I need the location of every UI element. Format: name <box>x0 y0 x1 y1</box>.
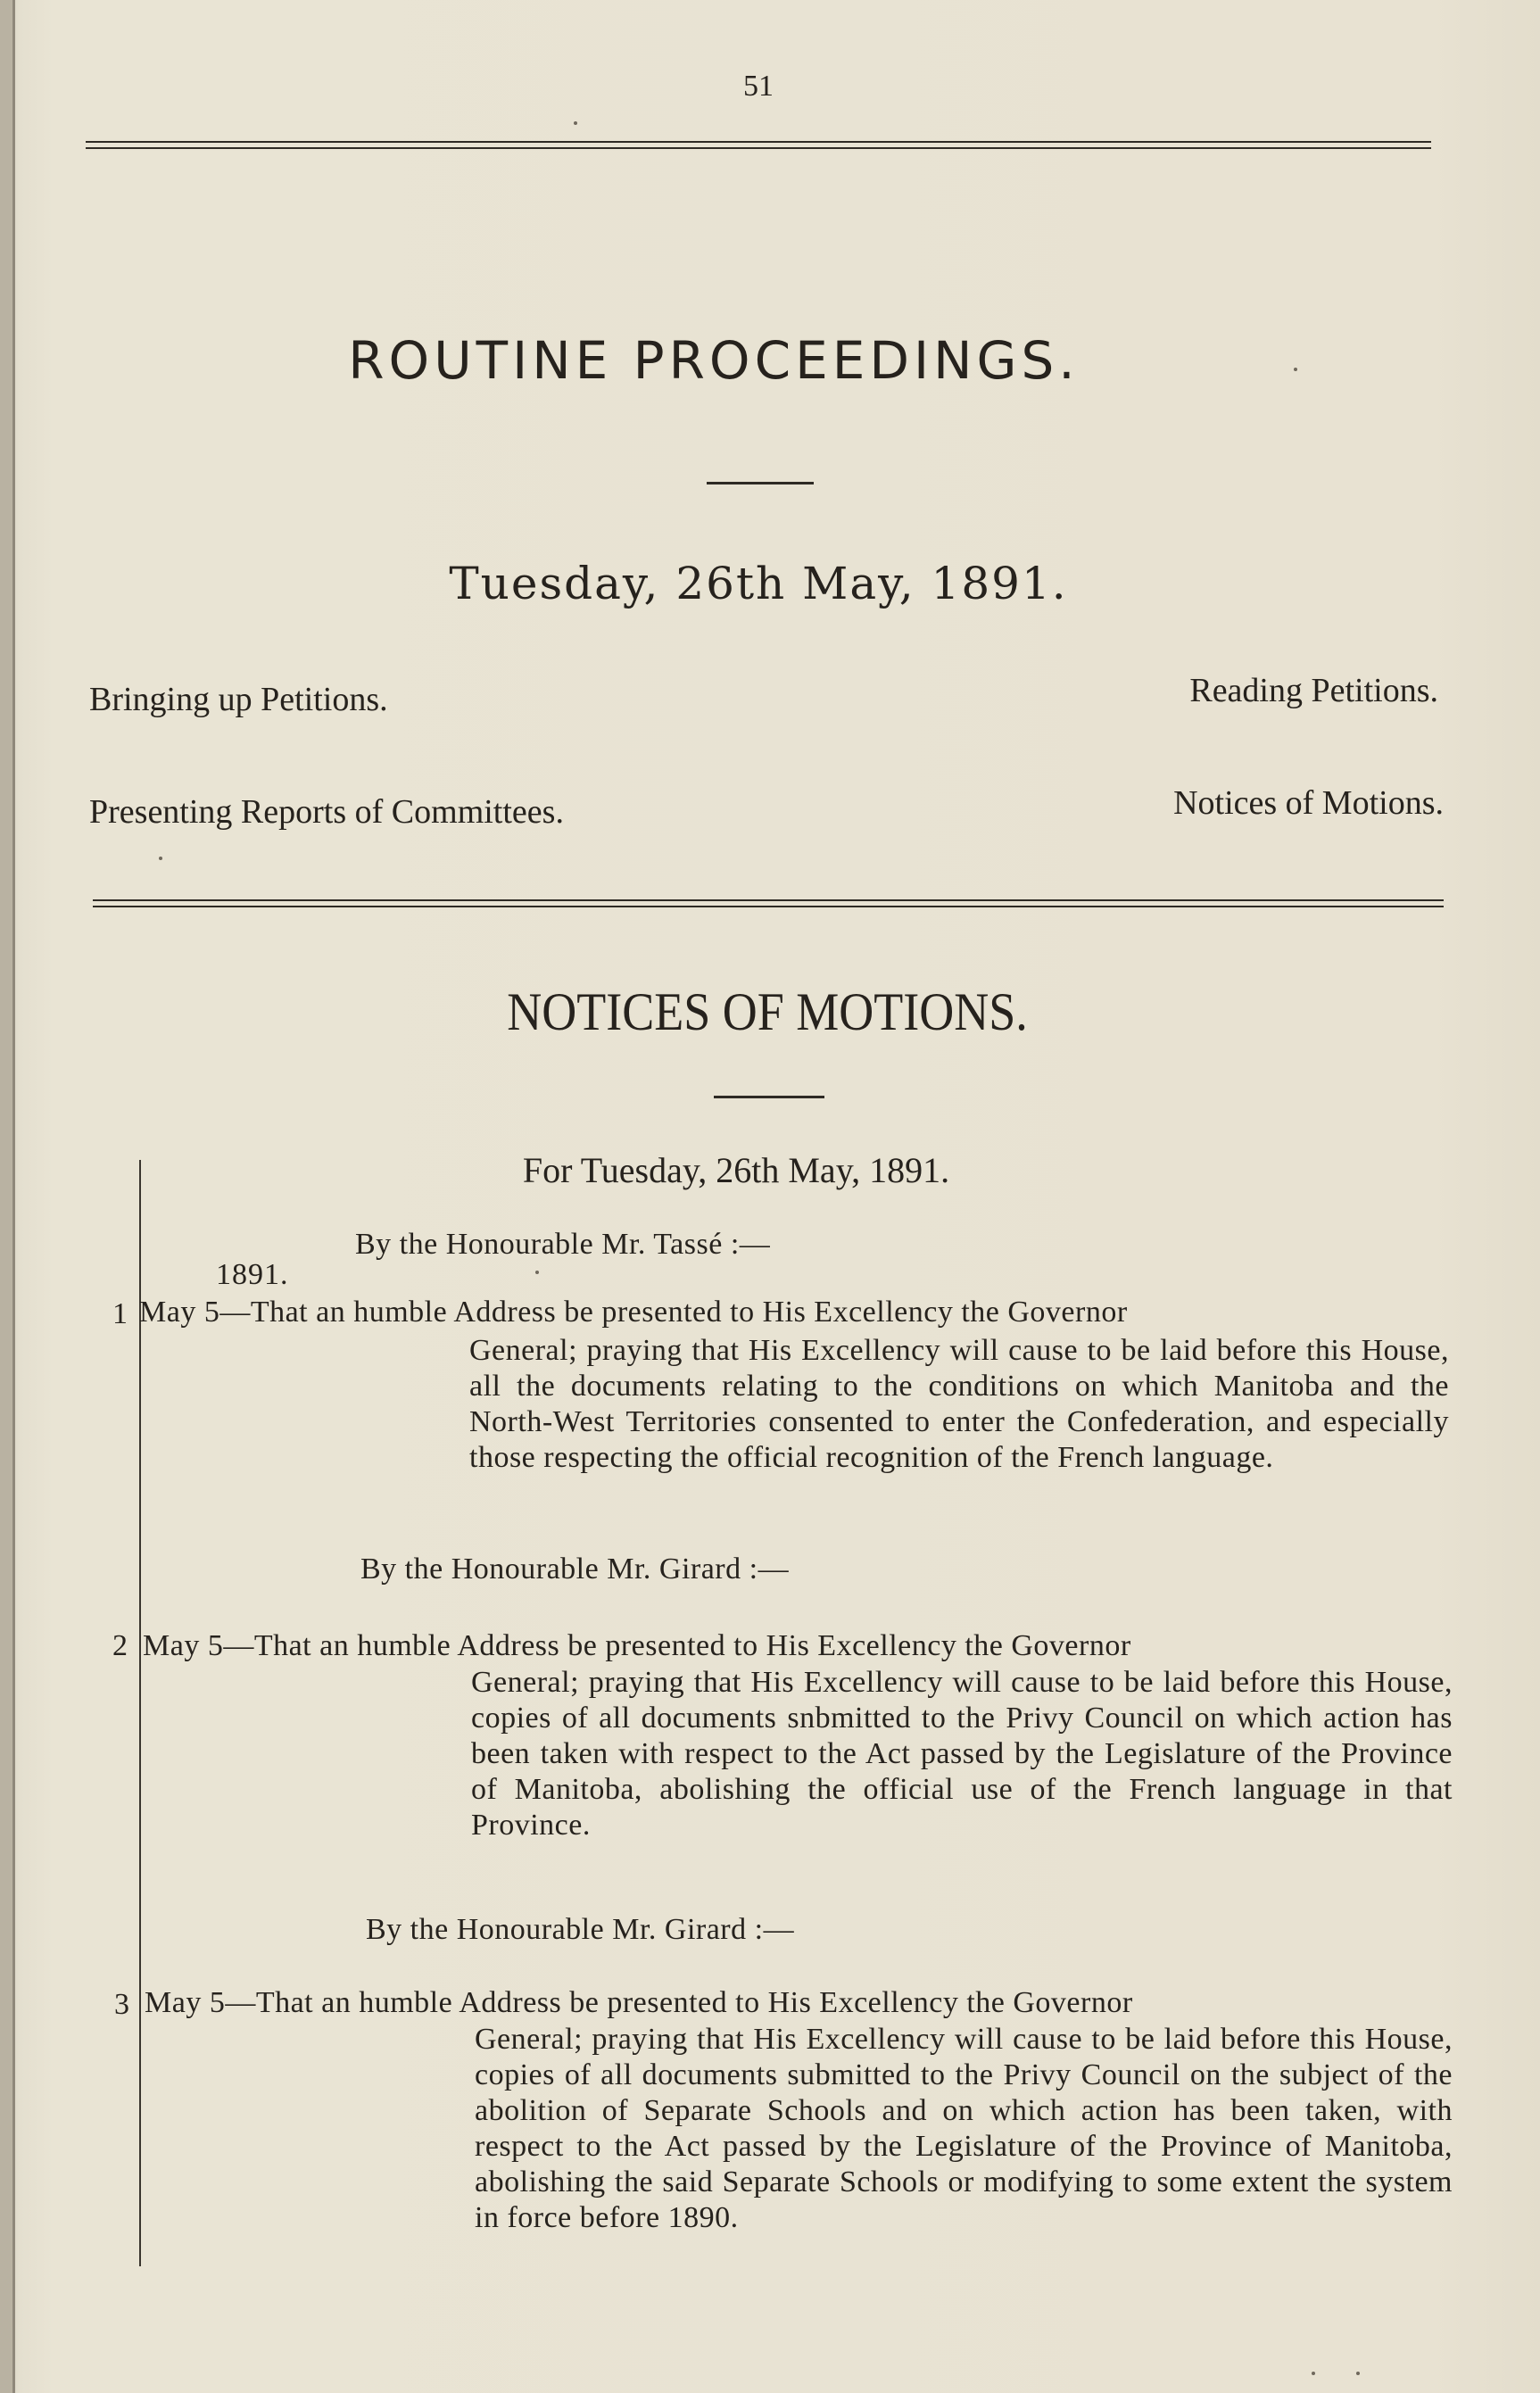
binding-spine <box>0 0 12 2393</box>
margin-year: 1891. <box>216 1258 289 1291</box>
motion-number: 1 <box>112 1297 128 1330</box>
motion-first-line: May 5—That an humble Address be presented to His Excellency the Governor <box>145 1986 1133 2019</box>
notices-for-date: For Tuesday, 26th May, 1891. <box>522 1150 950 1190</box>
top-double-rule <box>86 141 1431 149</box>
binding-edge <box>12 0 15 2393</box>
motion-mover: By the Honourable Mr. Girard :— <box>366 1913 795 1946</box>
proceeding-notices-of-motions: Notices of Motions. <box>1173 784 1444 822</box>
section-double-rule <box>93 899 1444 907</box>
motion-first-line: May 5—That an humble Address be presented to His Excellency the Governor <box>139 1296 1128 1329</box>
paper-speck <box>159 857 162 860</box>
paper-speck <box>1312 2372 1315 2375</box>
proceeding-bringing-up-petitions: Bringing up Petitions. <box>89 681 388 718</box>
session-date: Tuesday, 26th May, 1891. <box>449 558 1068 609</box>
paper-speck <box>1294 368 1297 371</box>
motion-text: General; praying that His Excellency will cause to be laid before this House, all the documents relating to the conditions on which Manitoba and the North-West Territories consented to enter the Confederation, and especially those respecting the official recognition of the French language. <box>469 1334 1449 1474</box>
notices-divider <box>714 1096 824 1098</box>
paper-speck <box>574 121 577 125</box>
motion-mover: By the Honourable Mr. Girard :— <box>360 1553 790 1586</box>
paper-speck <box>1356 2372 1360 2375</box>
notices-heading: NOTICES OF MOTIONS. <box>507 982 1028 1041</box>
motion-first-line: May 5—That an humble Address be presented to His Excellency the Governor <box>143 1629 1131 1662</box>
motion-number: 2 <box>112 1629 128 1662</box>
motion-text: General; praying that His Excellency will cause to be laid before this House, copies of all documents snbmitted to the Privy Council on which action has been taken with respect to the Act passed by the Legislature of the Province of Manitoba, abolishing the official use of the French language in that Province. <box>471 1666 1453 1842</box>
title-divider <box>707 482 814 484</box>
proceeding-reading-petitions: Reading Petitions. <box>1189 672 1438 709</box>
page-number: 51 <box>743 70 774 103</box>
paper-speck <box>535 1271 539 1274</box>
motion-number: 3 <box>114 1988 129 2021</box>
motion-text: General; praying that His Excellency will cause to be laid before this House, copies of all documents submitted to the Privy Council on the subject of the abolition of Separate Schools and on which action has been taken, with respect to the Act passed by the Legislature of the Province of Manitoba, abolishing the said Separate Schools or modifying to some extent the system in force before 1890. <box>475 2023 1453 2234</box>
proceeding-presenting-reports: Presenting Reports of Committees. <box>89 793 564 831</box>
motion-mover: By the Honourable Mr. Tassé :— <box>355 1228 771 1261</box>
page-title: ROUTINE PROCEEDINGS. <box>348 330 1080 391</box>
